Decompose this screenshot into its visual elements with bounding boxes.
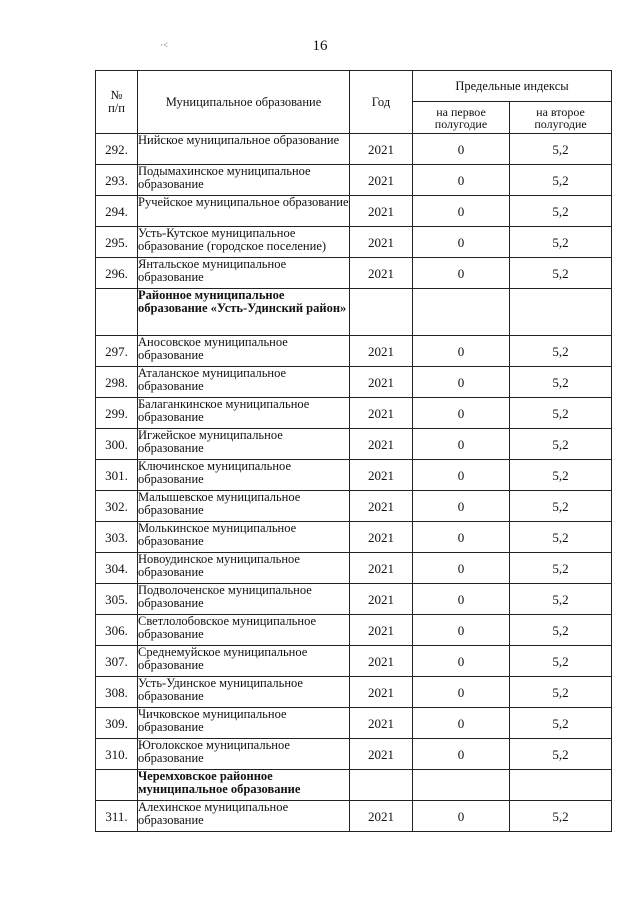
row-h2-cell [510, 770, 612, 801]
row-year-cell: 2021 [350, 615, 413, 646]
row-h2-cell: 5,2 [510, 460, 612, 491]
scan-mark: ·˂ [160, 40, 169, 50]
table-row [96, 801, 612, 832]
row-municipality-cell: Юголокское муниципальное образование [138, 739, 350, 770]
row-h1-cell: 0 [413, 134, 510, 165]
row-municipality-cell: Среднемуйское муниципальное образование [138, 646, 350, 677]
row-year-cell: 2021 [350, 522, 413, 553]
table-row [96, 491, 612, 522]
table-row [96, 553, 612, 584]
row-h2-cell: 5,2 [510, 227, 612, 258]
table-row [96, 367, 612, 398]
row-year-cell: 2021 [350, 739, 413, 770]
table-row [96, 134, 612, 165]
table-row [96, 336, 612, 367]
row-num-cell: 310. [96, 739, 138, 770]
header-municipality: Муниципальное образование [138, 71, 350, 134]
row-h1-cell [413, 289, 510, 336]
row-h2-cell: 5,2 [510, 258, 612, 289]
row-year-cell: 2021 [350, 801, 413, 832]
header-num: № п/п [96, 71, 138, 134]
page-number: 16 [312, 38, 328, 54]
row-year-cell [350, 770, 413, 801]
row-municipality-cell: Молькинское муниципальное образование [138, 522, 350, 553]
row-num-cell: 301. [96, 460, 138, 491]
row-year-cell: 2021 [350, 336, 413, 367]
row-municipality-cell: Нийское муниципальное образование [138, 134, 350, 165]
table-row [96, 522, 612, 553]
row-num-cell: 297. [96, 336, 138, 367]
row-h1-cell: 0 [413, 460, 510, 491]
row-municipality-cell: Игжейское муниципальное образование [138, 429, 350, 460]
row-municipality-cell: Усть-Кутское муниципальное образование (городское поселение) [138, 227, 350, 258]
row-municipality-cell: Чичковское муниципальное образование [138, 708, 350, 739]
row-h1-cell [413, 770, 510, 801]
row-year-cell: 2021 [350, 553, 413, 584]
table-row [96, 646, 612, 677]
row-year-cell: 2021 [350, 134, 413, 165]
row-h1-cell: 0 [413, 615, 510, 646]
row-h2-cell: 5,2 [510, 739, 612, 770]
table-row [96, 677, 612, 708]
row-municipality-cell: Ключинское муниципальное образование [138, 460, 350, 491]
row-municipality-cell: Аносовское муниципальное образование [138, 336, 350, 367]
row-year-cell: 2021 [350, 429, 413, 460]
row-h2-cell: 5,2 [510, 522, 612, 553]
row-num-cell: 300. [96, 429, 138, 460]
district-name-cell: Районное муниципальное образование «Усть-Удинский район» [138, 289, 350, 336]
table-header [96, 71, 612, 134]
row-year-cell [350, 289, 413, 336]
row-h1-cell: 0 [413, 491, 510, 522]
table-row [96, 227, 612, 258]
row-h2-cell: 5,2 [510, 708, 612, 739]
row-year-cell: 2021 [350, 196, 413, 227]
row-h2-cell: 5,2 [510, 429, 612, 460]
row-year-cell: 2021 [350, 491, 413, 522]
district-name-cell: Черемховское районное муниципальное образование [138, 770, 350, 801]
row-num-cell: 294. [96, 196, 138, 227]
row-h2-cell: 5,2 [510, 677, 612, 708]
row-municipality-cell: Аталанское муниципальное образование [138, 367, 350, 398]
row-h1-cell: 0 [413, 708, 510, 739]
row-h1-cell: 0 [413, 196, 510, 227]
row-h2-cell: 5,2 [510, 584, 612, 615]
row-num-cell: 307. [96, 646, 138, 677]
row-num-cell: 304. [96, 553, 138, 584]
row-year-cell: 2021 [350, 708, 413, 739]
row-h1-cell: 0 [413, 584, 510, 615]
row-num-cell: 306. [96, 615, 138, 646]
row-municipality-cell: Алехинское муниципальное образование [138, 801, 350, 832]
row-h2-cell: 5,2 [510, 134, 612, 165]
row-num-cell: 308. [96, 677, 138, 708]
row-h1-cell: 0 [413, 429, 510, 460]
header-first-half: на первое полугодие [413, 102, 510, 134]
row-year-cell: 2021 [350, 584, 413, 615]
row-h1-cell: 0 [413, 553, 510, 584]
row-num-cell: 293. [96, 165, 138, 196]
row-h1-cell: 0 [413, 227, 510, 258]
header-second-half: на второе полугодие [510, 102, 612, 134]
row-h2-cell: 5,2 [510, 491, 612, 522]
district-row [96, 770, 612, 801]
table-row [96, 584, 612, 615]
limit-index-table [95, 70, 612, 832]
row-year-cell: 2021 [350, 258, 413, 289]
row-h1-cell: 0 [413, 165, 510, 196]
row-h2-cell: 5,2 [510, 165, 612, 196]
row-h2-cell: 5,2 [510, 336, 612, 367]
table-row [96, 165, 612, 196]
row-num-cell: 295. [96, 227, 138, 258]
row-year-cell: 2021 [350, 677, 413, 708]
row-municipality-cell: Ручейское муниципальное образование [138, 196, 350, 227]
row-municipality-cell: Подволоченское муниципальное образование [138, 584, 350, 615]
district-row [96, 289, 612, 336]
row-num-cell: 296. [96, 258, 138, 289]
row-h1-cell: 0 [413, 646, 510, 677]
row-year-cell: 2021 [350, 165, 413, 196]
table-row [96, 708, 612, 739]
table-row [96, 429, 612, 460]
row-num-cell [96, 770, 138, 801]
row-municipality-cell: Подымахинское муниципальное образование [138, 165, 350, 196]
row-h1-cell: 0 [413, 367, 510, 398]
row-municipality-cell: Новоудинское муниципальное образование [138, 553, 350, 584]
row-h2-cell: 5,2 [510, 615, 612, 646]
row-year-cell: 2021 [350, 367, 413, 398]
row-num-cell: 299. [96, 398, 138, 429]
table-row [96, 398, 612, 429]
row-num-cell: 298. [96, 367, 138, 398]
row-h2-cell: 5,2 [510, 646, 612, 677]
row-num-cell: 309. [96, 708, 138, 739]
table-row [96, 258, 612, 289]
row-h1-cell: 0 [413, 522, 510, 553]
header-limit-indices: Предельные индексы [413, 71, 612, 102]
row-h2-cell [510, 289, 612, 336]
header-year: Год [350, 71, 413, 134]
row-h2-cell: 5,2 [510, 367, 612, 398]
row-municipality-cell: Усть-Удинское муниципальное образование [138, 677, 350, 708]
row-num-cell: 303. [96, 522, 138, 553]
row-h1-cell: 0 [413, 677, 510, 708]
row-year-cell: 2021 [350, 227, 413, 258]
row-num-cell: 305. [96, 584, 138, 615]
row-h1-cell: 0 [413, 336, 510, 367]
table-row [96, 196, 612, 227]
row-h1-cell: 0 [413, 398, 510, 429]
table-row [96, 739, 612, 770]
table-row [96, 460, 612, 491]
row-h2-cell: 5,2 [510, 398, 612, 429]
row-num-cell: 292. [96, 134, 138, 165]
row-municipality-cell: Светлолобовское муниципальное образование [138, 615, 350, 646]
row-municipality-cell: Малышевское муниципальное образование [138, 491, 350, 522]
row-h2-cell: 5,2 [510, 801, 612, 832]
row-num-cell: 311. [96, 801, 138, 832]
row-h1-cell: 0 [413, 258, 510, 289]
row-year-cell: 2021 [350, 460, 413, 491]
row-municipality-cell: Янтальское муниципальное образование [138, 258, 350, 289]
row-num-cell: 302. [96, 491, 138, 522]
row-num-cell [96, 289, 138, 336]
row-year-cell: 2021 [350, 646, 413, 677]
row-h2-cell: 5,2 [510, 553, 612, 584]
row-year-cell: 2021 [350, 398, 413, 429]
row-h1-cell: 0 [413, 739, 510, 770]
row-h2-cell: 5,2 [510, 196, 612, 227]
table-row [96, 615, 612, 646]
row-h1-cell: 0 [413, 801, 510, 832]
row-municipality-cell: Балаганкинское муниципальное образование [138, 398, 350, 429]
table-body [96, 134, 612, 832]
